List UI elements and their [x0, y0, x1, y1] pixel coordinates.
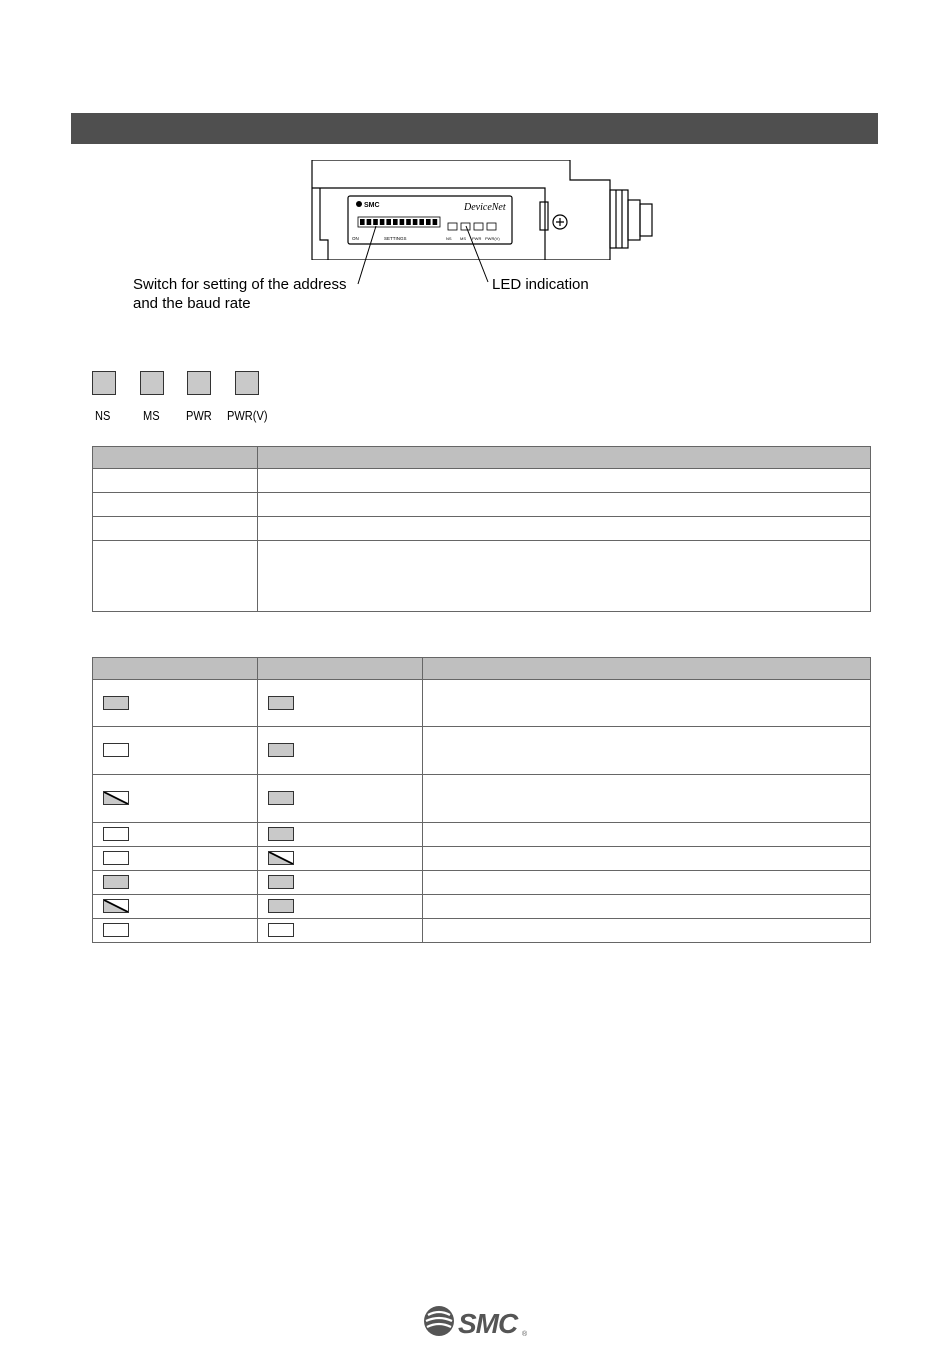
table-cell-ms	[258, 680, 423, 727]
diagram-led-label-pwrv: PWR(V)	[485, 236, 500, 241]
table-cell-ns	[93, 823, 258, 847]
led-off-icon	[103, 851, 129, 865]
diagram-network-logo: DeviceNet	[464, 202, 506, 213]
table-header-row	[93, 658, 871, 680]
table-cell	[258, 469, 871, 493]
table-cell-ms	[258, 847, 423, 871]
table-cell-content	[423, 823, 871, 847]
led-status-table	[92, 657, 871, 943]
table-row	[93, 517, 871, 541]
led-blink-icon	[103, 791, 129, 805]
table-cell-ms	[258, 727, 423, 775]
led-on-icon	[103, 875, 129, 889]
led-pwr-label: PWR	[186, 408, 212, 423]
table-cell-content	[423, 727, 871, 775]
table-row	[93, 775, 871, 823]
table-cell-content	[423, 775, 871, 823]
callout-switch: Switch for setting of the address and the baud rate	[133, 276, 347, 312]
table-cell-ns	[93, 680, 258, 727]
table-row	[93, 469, 871, 493]
table-cell-ns	[93, 847, 258, 871]
table-header	[93, 658, 258, 680]
callout-leaders	[0, 0, 950, 320]
table-cell-content	[423, 680, 871, 727]
table-cell	[93, 469, 258, 493]
table-cell-content	[423, 871, 871, 895]
table-cell	[258, 541, 871, 612]
led-on-icon	[268, 696, 294, 710]
table-row	[93, 871, 871, 895]
table-cell-content	[423, 895, 871, 919]
led-pwr-indicator	[187, 371, 211, 395]
diagram-settings-label: SETTINGS	[384, 236, 407, 241]
table-header-row	[93, 447, 871, 469]
led-on-icon	[268, 743, 294, 757]
led-on-icon	[268, 899, 294, 913]
table-cell-ns	[93, 895, 258, 919]
led-ns-indicator	[92, 371, 116, 395]
led-ms-indicator	[140, 371, 164, 395]
table-row	[93, 919, 871, 943]
led-on-icon	[103, 696, 129, 710]
table-cell	[258, 517, 871, 541]
table-header	[258, 658, 423, 680]
table-cell-content	[423, 847, 871, 871]
table-cell-ns	[93, 775, 258, 823]
table-cell	[93, 517, 258, 541]
diagram-led-label-ns: NS	[446, 236, 452, 241]
table-cell-ns	[93, 919, 258, 943]
table-row	[93, 823, 871, 847]
diagram-led-label-pwr: PWR	[472, 236, 482, 241]
led-off-icon	[103, 827, 129, 841]
table-cell-ns	[93, 727, 258, 775]
table-header	[93, 447, 258, 469]
table-cell-ms	[258, 823, 423, 847]
led-off-icon	[103, 743, 129, 757]
table-row	[93, 847, 871, 871]
table-row	[93, 680, 871, 727]
led-on-icon	[268, 791, 294, 805]
table-header	[258, 447, 871, 469]
table-cell-ns	[93, 871, 258, 895]
table-cell	[258, 493, 871, 517]
diagram-led-label-ms: MS	[460, 236, 466, 241]
diagram-on-label: ON	[352, 236, 359, 241]
led-pwrv-indicator	[235, 371, 259, 395]
led-on-icon	[268, 827, 294, 841]
led-description-table	[92, 446, 871, 612]
led-off-icon	[103, 923, 129, 937]
footer-logo-text: SMC	[458, 1308, 518, 1339]
led-pwrv-label: PWR(V)	[227, 408, 268, 423]
led-off-icon	[268, 923, 294, 937]
table-cell	[93, 541, 258, 612]
callout-led: LED indication	[492, 276, 589, 293]
table-cell-content	[423, 919, 871, 943]
led-on-icon	[268, 875, 294, 889]
table-row	[93, 895, 871, 919]
table-row	[93, 541, 871, 612]
registered-mark-icon: ®	[522, 1331, 528, 1338]
led-blink-icon	[268, 851, 294, 865]
table-row	[93, 493, 871, 517]
led-ms-label: MS	[143, 408, 160, 423]
table-row	[93, 727, 871, 775]
table-cell-ms	[258, 895, 423, 919]
table-cell	[93, 493, 258, 517]
smc-swirl-icon	[424, 1306, 454, 1336]
table-cell-ms	[258, 775, 423, 823]
table-cell-ms	[258, 919, 423, 943]
table-cell-ms	[258, 871, 423, 895]
diagram-brand: SMC	[364, 202, 380, 209]
led-ns-label: NS	[95, 408, 111, 423]
led-blink-icon	[103, 899, 129, 913]
table-header	[423, 658, 871, 680]
smc-logo	[422, 1305, 532, 1341]
